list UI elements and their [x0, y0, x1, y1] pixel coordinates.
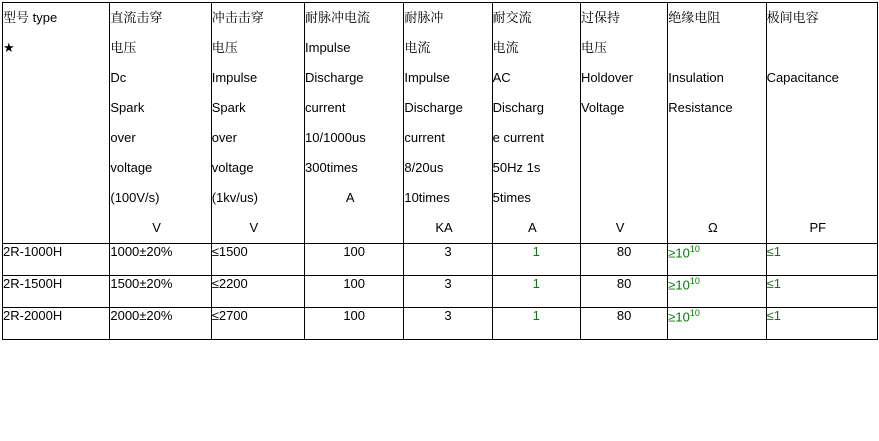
header-line: 过保持	[580, 10, 620, 25]
header-line: current	[404, 130, 445, 145]
cell-impulse-discharge-current-10-1000us: 100	[305, 244, 404, 276]
header-spacer	[581, 183, 667, 213]
header-line: e current	[492, 130, 544, 145]
header-line: 电流	[492, 40, 519, 55]
cell-insulation-resistance	[668, 276, 766, 308]
header-spacer	[581, 153, 667, 183]
header-unit: V	[249, 220, 259, 235]
header-line: Impulse	[404, 70, 450, 85]
cell-impulse-spark-over: ≤2200	[211, 276, 304, 308]
cell-type: 2R-2000H	[3, 308, 110, 340]
header-line: 电压	[580, 40, 607, 55]
header-cell-impulse-spark-over	[211, 3, 304, 244]
table-row	[3, 308, 878, 340]
table-row	[3, 276, 878, 308]
header-line: AC	[492, 70, 511, 85]
header-line: 电压	[211, 40, 238, 55]
header-unit: V	[152, 220, 161, 235]
insulation-base: ≥10	[668, 245, 690, 261]
header-unit: KA	[435, 220, 453, 235]
cell-impulse-spark-over: ≤1500	[211, 244, 304, 276]
cell-dc-spark-over: 1500±20%	[110, 276, 211, 308]
header-cell-impulse-discharge-current-10-1000us	[305, 3, 404, 244]
header-spacer	[767, 33, 877, 63]
header-line: Resistance	[668, 100, 733, 115]
cell-insulation-resistance	[668, 308, 766, 340]
header-line: voltage	[211, 160, 254, 175]
cell-capacitance: ≤1	[766, 276, 877, 308]
header-line: Discharge	[404, 100, 463, 115]
header-line: 冲击击穿	[211, 10, 264, 25]
header-line: 300times	[305, 160, 358, 175]
header-spacer	[668, 33, 765, 63]
header-unit: A	[345, 190, 355, 205]
header-line: current	[305, 100, 346, 115]
cell-holdover-voltage: 80	[580, 276, 667, 308]
header-spacer	[767, 93, 877, 123]
header-cell-dc-spark-over	[110, 3, 211, 244]
cell-ac-discharge-current: 1	[492, 308, 580, 340]
header-line: Discharg	[492, 100, 544, 115]
specification-table	[2, 2, 878, 340]
header-line: 10times	[404, 190, 450, 205]
header-unit: Ω	[708, 220, 718, 235]
header-spacer	[767, 123, 877, 153]
header-spacer	[767, 183, 877, 213]
table-row	[3, 244, 878, 276]
header-line: Impulse	[305, 40, 351, 55]
cell-dc-spark-over: 1000±20%	[110, 244, 211, 276]
header-unit: V	[615, 220, 625, 235]
header-line: 耐脉冲电流	[305, 10, 371, 25]
insulation-exponent: 10	[689, 276, 700, 286]
cell-ac-discharge-current: 1	[492, 276, 580, 308]
star-icon: ★	[3, 40, 15, 55]
cell-ac-discharge-current: 1	[492, 244, 580, 276]
header-line: Discharge	[305, 70, 364, 85]
header-line: Impulse	[211, 70, 258, 85]
header-line: Dc	[110, 70, 127, 85]
header-line: 型号 type	[3, 10, 58, 25]
header-unit: A	[527, 220, 537, 235]
header-line: over	[110, 130, 136, 145]
header-line: 直流击穿	[110, 10, 163, 25]
header-line: Voltage	[580, 100, 625, 115]
header-spacer	[767, 153, 877, 183]
cell-type: 2R-1500H	[3, 276, 110, 308]
header-line: (100V/s)	[110, 190, 160, 205]
cell-type: 2R-1000H	[3, 244, 110, 276]
cell-impulse-discharge-current-8-20us: 3	[404, 276, 492, 308]
header-line: 极间电容	[766, 10, 819, 25]
header-line: Spark	[211, 100, 246, 115]
insulation-base: ≥10	[668, 309, 690, 325]
header-line: 50Hz 1s	[492, 160, 541, 175]
header-cell-holdover-voltage	[580, 3, 667, 244]
header-line: (1kv/us)	[211, 190, 258, 205]
cell-insulation-resistance	[668, 244, 766, 276]
header-spacer	[668, 123, 765, 153]
header-line: Holdover	[580, 70, 633, 85]
table-header-row	[3, 3, 878, 244]
header-unit: PF	[809, 220, 827, 235]
header-line: 电压	[110, 40, 137, 55]
header-cell-capacitance	[766, 3, 877, 244]
header-line: 5times	[492, 190, 531, 205]
cell-holdover-voltage: 80	[580, 308, 667, 340]
header-line: over	[211, 130, 237, 145]
header-cell-type	[3, 3, 110, 244]
header-line: 电流	[404, 40, 431, 55]
header-line: 耐脉冲	[404, 10, 444, 25]
cell-impulse-discharge-current-8-20us: 3	[404, 244, 492, 276]
header-line: Capacitance	[766, 70, 839, 85]
cell-impulse-discharge-current-8-20us: 3	[404, 308, 492, 340]
cell-impulse-discharge-current-10-1000us: 100	[305, 308, 404, 340]
cell-holdover-voltage: 80	[580, 244, 667, 276]
cell-dc-spark-over: 2000±20%	[110, 308, 211, 340]
header-line: 10/1000us	[305, 130, 366, 145]
header-line: voltage	[110, 160, 153, 175]
insulation-exponent: 10	[689, 308, 700, 318]
header-spacer	[668, 183, 765, 213]
cell-impulse-discharge-current-10-1000us: 100	[305, 276, 404, 308]
insulation-base: ≥10	[668, 277, 690, 293]
cell-capacitance: ≤1	[766, 244, 877, 276]
header-line: 8/20us	[404, 160, 444, 175]
header-line: Insulation	[668, 70, 724, 85]
cell-impulse-spark-over: ≤2700	[211, 308, 304, 340]
header-spacer	[581, 123, 667, 153]
header-cell-impulse-discharge-current-8-20us	[404, 3, 492, 244]
header-line: Spark	[110, 100, 145, 115]
header-cell-insulation-resistance	[668, 3, 766, 244]
insulation-exponent: 10	[689, 244, 700, 254]
header-spacer	[668, 153, 765, 183]
header-line: 绝缘电阻	[668, 10, 721, 25]
header-cell-ac-discharge-current	[492, 3, 580, 244]
header-line: 耐交流	[492, 10, 532, 25]
cell-capacitance: ≤1	[766, 308, 877, 340]
